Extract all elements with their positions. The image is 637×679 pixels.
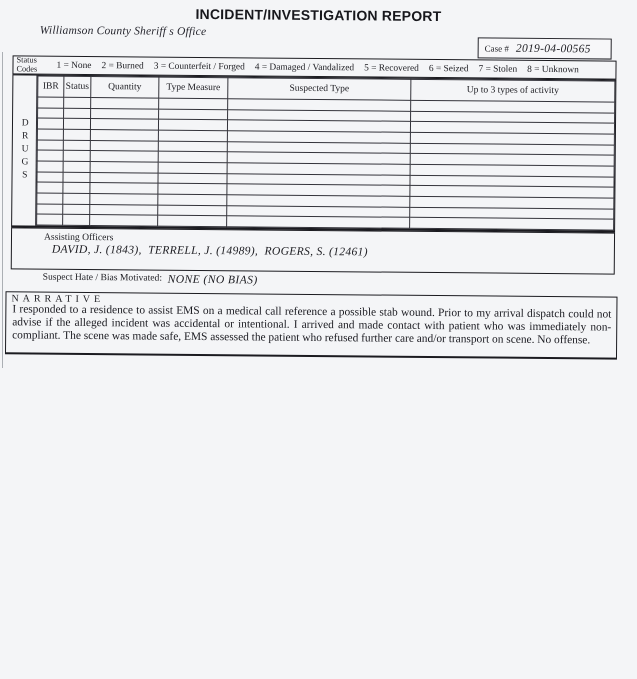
assisting-officers-value: DAVID, J. (1843), TERRELL, J. (14989), ROGERS, S. (12461) — [51, 242, 368, 259]
table-cell — [38, 108, 64, 119]
table-cell — [37, 204, 63, 215]
table-cell — [37, 129, 63, 140]
status-code-item: 4 = Damaged / Vandalized — [254, 61, 355, 73]
status-codes-list — [56, 60, 578, 75]
status-code-item: 7 = Stolen — [478, 63, 518, 75]
drugs-table — [36, 76, 615, 231]
table-cell — [227, 216, 410, 228]
table-cell — [64, 97, 91, 108]
drugs-side-label — [12, 75, 37, 225]
page-title: INCIDENT/INVESTIGATION REPORT — [195, 5, 442, 25]
table-cell — [158, 162, 227, 173]
narrative-section — [5, 291, 618, 359]
table-cell — [158, 205, 227, 216]
column-header-quantity: Quantity — [91, 77, 159, 99]
table-cell — [37, 150, 63, 161]
table-cell — [91, 108, 159, 119]
table-cell — [37, 214, 63, 225]
drugs-table-body — [37, 97, 615, 230]
table-cell — [410, 218, 614, 231]
table-cell — [158, 130, 227, 141]
case-number-value: 2019-04-00565 — [515, 42, 591, 55]
table-cell — [37, 172, 63, 183]
table-cell — [158, 183, 227, 194]
table-cell — [37, 193, 63, 204]
status-codes-label — [16, 56, 48, 73]
status-code-item: 5 = Recovered — [364, 62, 419, 74]
table-cell — [90, 140, 158, 151]
table-cell — [90, 193, 158, 204]
table-cell — [158, 119, 227, 130]
table-cell — [90, 119, 158, 130]
assisting-officers-section — [11, 227, 615, 274]
table-cell — [63, 214, 90, 225]
table-cell — [37, 182, 63, 193]
table-cell — [158, 173, 227, 184]
table-cell — [63, 204, 90, 215]
narrative-text: I responded to a residence to assist EMS on a medical call reference a possible stab wound. Prior to my arrival dispatch could not advise if the alleged incident was accidental or intentional. I arrived and made contact with patient who was immediately non-compliant. The scene was made safe, EMS assessed the patient who refused further care and/or transport on scene. No offense. — [12, 303, 612, 347]
drugs-table-wrap — [36, 76, 615, 231]
table-cell — [90, 172, 158, 183]
narrative-label: NARRATIVE — [11, 293, 105, 306]
table-cell — [158, 151, 227, 162]
table-cell — [158, 194, 227, 205]
column-header-status: Status — [64, 76, 91, 97]
status-code-item: 8 = Unknown — [527, 64, 579, 75]
table-cell — [90, 151, 158, 162]
agency-name: Williamson County Sheriff s Office — [39, 24, 207, 39]
case-number-label: Case # — [484, 42, 509, 54]
table-cell — [38, 97, 64, 108]
status-codes-label-line1: Status — [16, 55, 37, 65]
table-cell — [90, 204, 158, 215]
status-code-item: 2 = Burned — [101, 60, 144, 71]
table-cell — [63, 172, 90, 183]
table-cell — [159, 98, 228, 109]
table-cell — [90, 215, 158, 226]
table-cell — [90, 129, 158, 140]
table-cell — [37, 118, 63, 129]
table-cell — [90, 183, 158, 194]
table-cell — [64, 108, 91, 119]
table-cell — [90, 161, 158, 172]
table-cell — [63, 151, 90, 162]
table-cell — [63, 193, 90, 204]
status-code-item: 1 = None — [56, 60, 92, 71]
table-cell — [63, 129, 90, 140]
drugs-table-section — [11, 74, 616, 232]
table-cell — [158, 141, 227, 152]
column-header-type-measure: Type Measure — [159, 77, 228, 99]
table-cell — [37, 140, 63, 151]
table-cell — [91, 98, 159, 109]
table-cell — [63, 119, 90, 130]
table-cell — [63, 161, 90, 172]
assisting-officers-label: Assisting Officers — [43, 231, 114, 244]
table-cell — [63, 183, 90, 194]
bias-value: NONE (NO BIAS) — [167, 272, 258, 287]
table-cell — [37, 161, 63, 172]
table-cell — [158, 215, 227, 226]
table-cell — [63, 140, 90, 151]
table-cell — [159, 109, 228, 120]
drugs-side-label-text: DRUGS — [19, 117, 31, 183]
status-code-item: 6 = Seized — [428, 63, 469, 74]
column-header-ibr: IBR — [38, 76, 64, 97]
column-header-suspected-type: Suspected Type — [228, 78, 411, 101]
status-code-item: 3 = Counterfeit / Forged — [153, 61, 245, 72]
status-codes-label-line2: Codes — [16, 63, 38, 74]
column-header-activity: Up to 3 types of activity — [411, 79, 615, 102]
case-number-box — [478, 37, 612, 59]
bias-label: Suspect Hate / Bias Motivated: — [42, 271, 163, 284]
